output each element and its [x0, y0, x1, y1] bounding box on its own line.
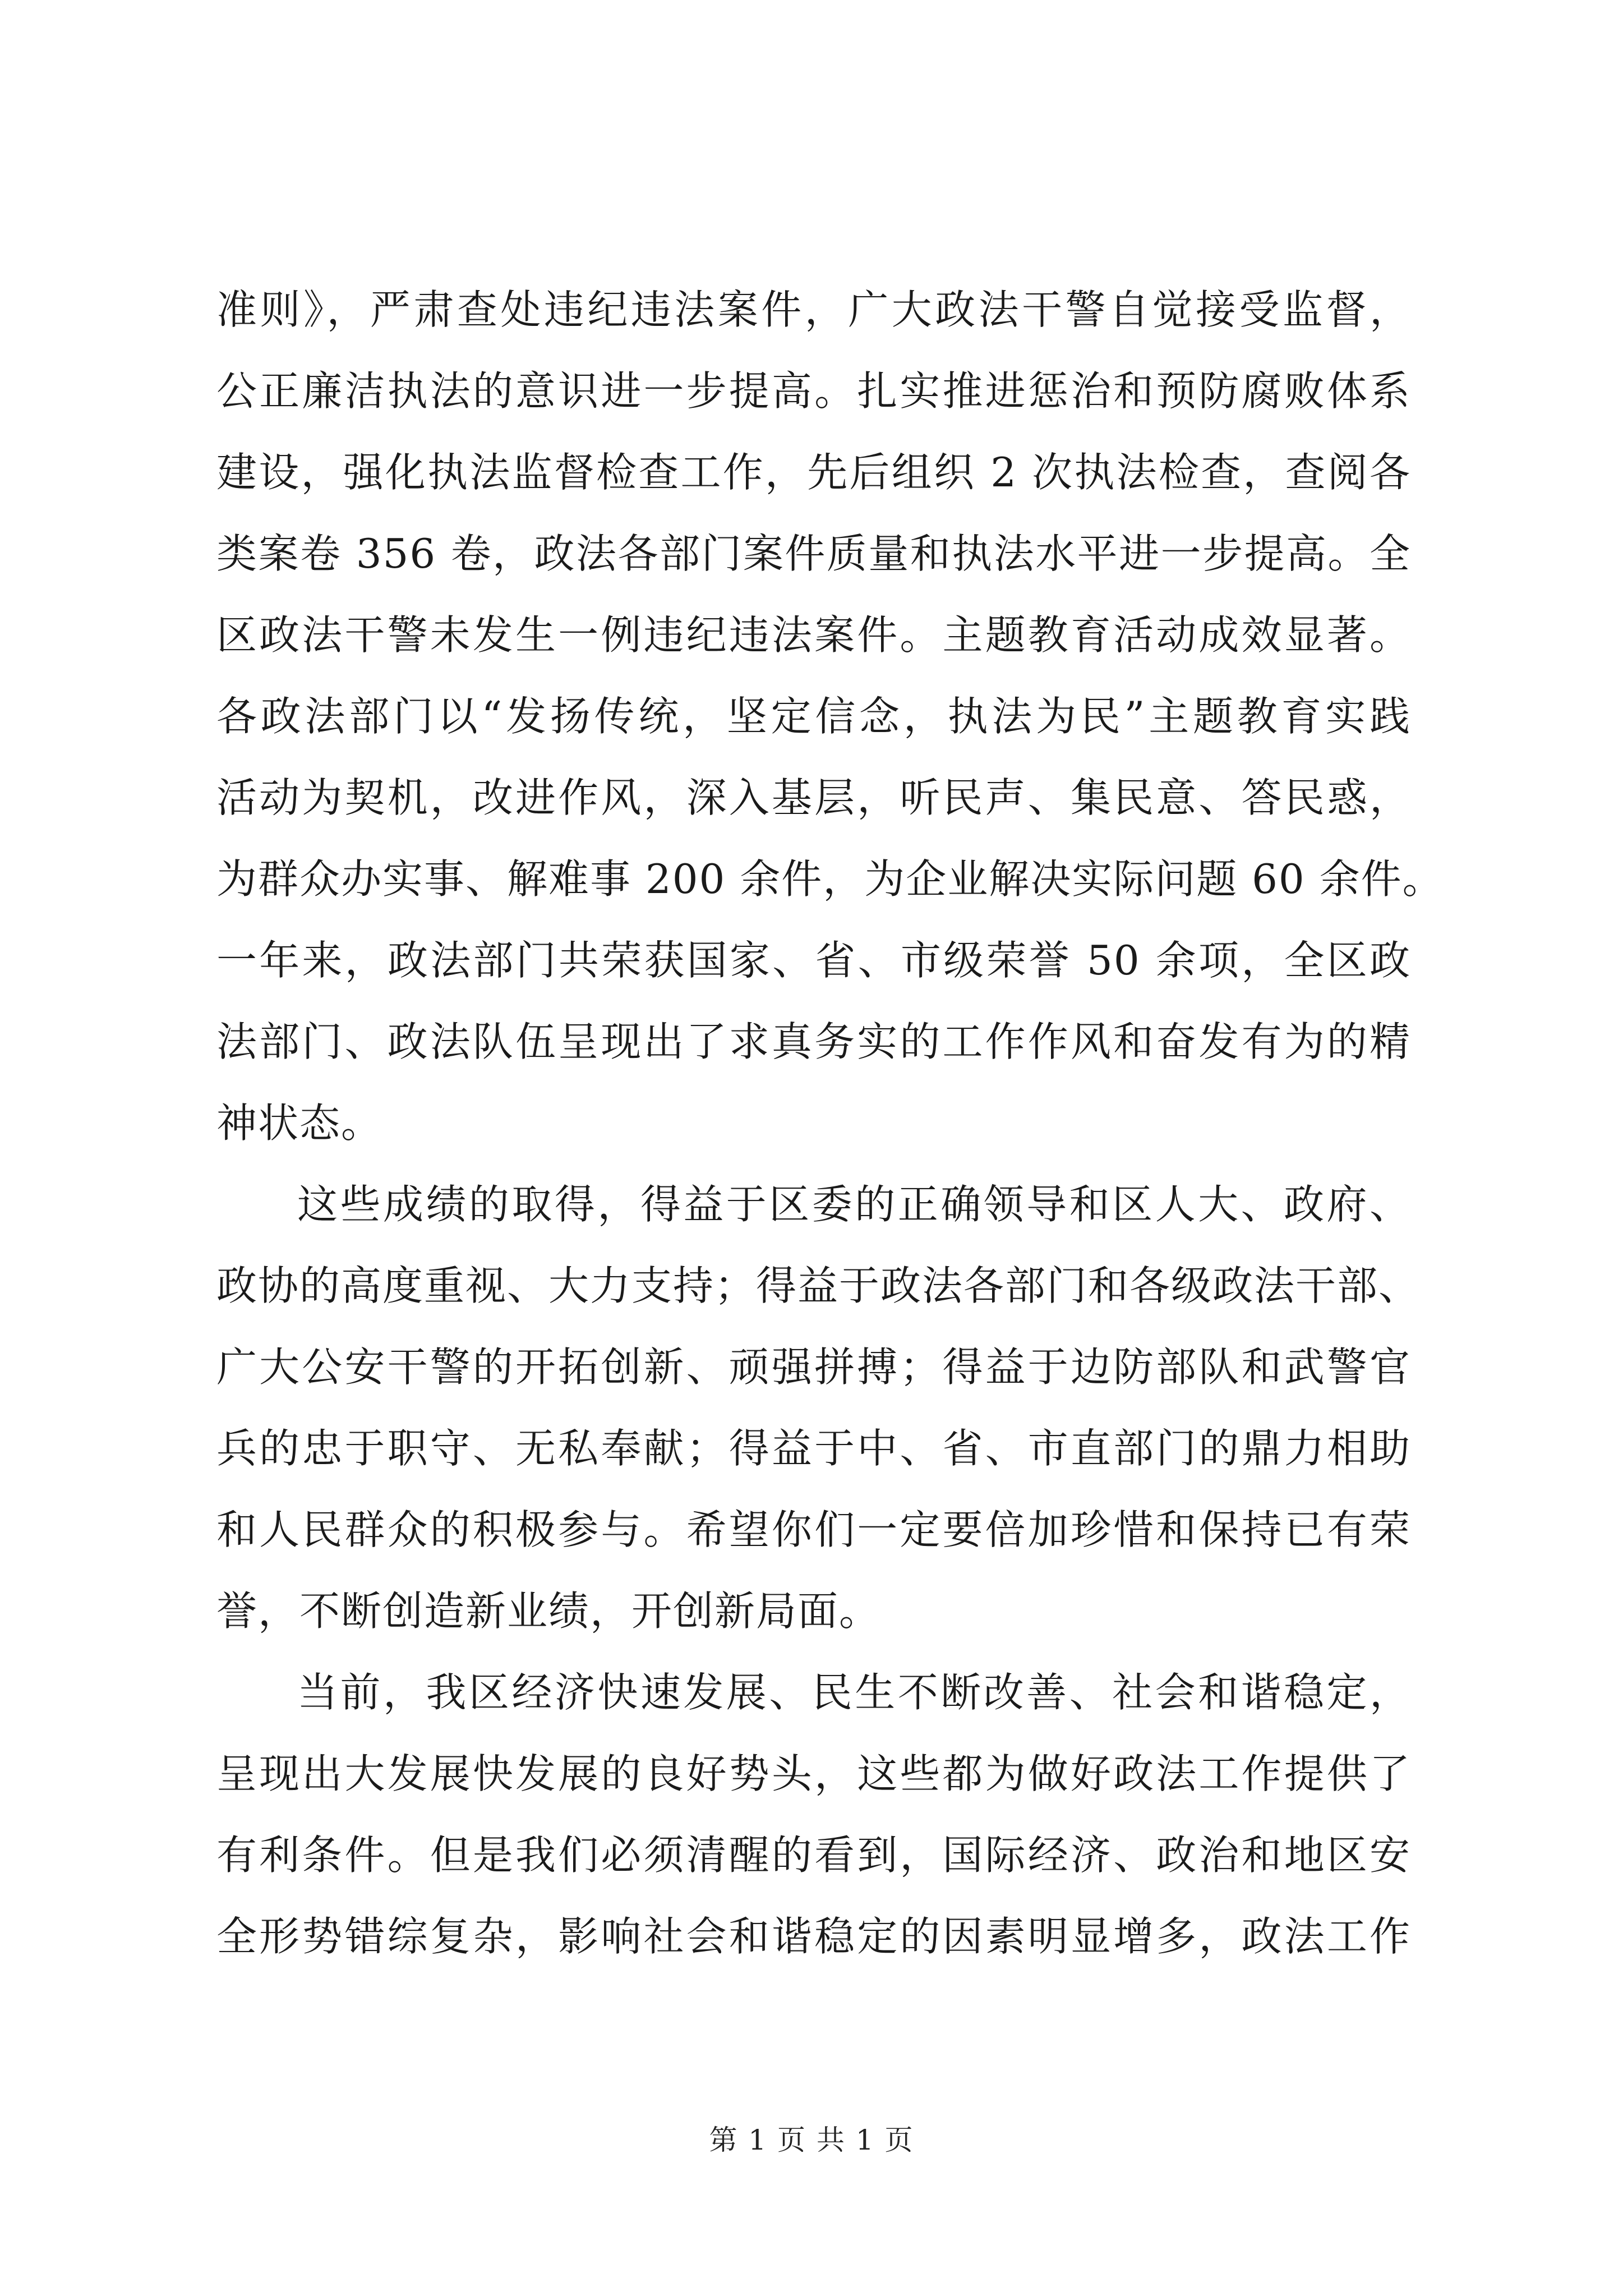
text-line: 呈现出大发展快发展的良好势头，这些都为做好政法工作提供了 [216, 1750, 1411, 1797]
text-line: 区政法干警未发生一例违纪违法案件。主题教育活动成效显著。 [216, 611, 1411, 659]
page-number-label: 第 1 页 共 1 页 [709, 2124, 914, 2156]
text-line: 广大公安干警的开拓创新、顽强拼搏；得益于边防部队和武警官 [216, 1343, 1411, 1391]
text-line: 法部门、政法队伍呈现出了求真务实的工作作风和奋发有为的精 [216, 1018, 1411, 1065]
text-line: 活动为契机，改进作风，深入基层，听民声、集民意、答民惑， [216, 774, 1411, 821]
text-line: 和人民群众的积极参与。希望你们一定要倍加珍惜和保持已有荣 [216, 1506, 1411, 1553]
text-line: 兵的忠于职守、无私奉献；得益于中、省、市直部门的鼎力相助 [216, 1425, 1411, 1472]
text-line: 政协的高度重视、大力支持；得益于政法各部门和各级政法干部、 [216, 1262, 1421, 1309]
text-line: 各政法部门以“发扬传统，坚定信念，执法为民”主题教育实践 [216, 693, 1411, 740]
body-text [216, 269, 1444, 1977]
text-line: 建设，强化执法监督检查工作，先后组织 2 次执法检查，查阅各 [216, 449, 1411, 496]
paragraph-start-line: 这些成绩的取得，得益于区委的正确领导和区人大、政府、 [297, 1181, 1411, 1228]
text-line: 誉，不断创造新业绩，开创新局面。 [216, 1588, 881, 1635]
text-line: 类案卷 356 卷，政法各部门案件质量和执法水平进一步提高。全 [216, 530, 1411, 577]
text-line: 有利条件。但是我们必须清醒的看到，国际经济、政治和地区安 [216, 1832, 1411, 1879]
paragraph-start-line: 当前，我区经济快速发展、民生不断改善、社会和谐稳定， [297, 1669, 1411, 1716]
text-line: 全形势错综复杂，影响社会和谐稳定的因素明显增多，政法工作 [216, 1913, 1411, 1960]
text-line: 公正廉洁执法的意识进一步提高。扎实推进惩治和预防腐败体系 [216, 367, 1411, 415]
text-line: 准则》，严肃查处违纪违法案件，广大政法干警自觉接受监督， [216, 286, 1411, 333]
text-line: 为群众办实事、解难事 200 余件，为企业解决实际问题 60 余件。 [216, 855, 1444, 903]
text-line: 一年来，政法部门共荣获国家、省、市级荣誉 50 余项，全区政 [216, 937, 1411, 984]
page-footer [0, 2118, 1623, 2158]
text-line: 神状态。 [216, 1099, 383, 1147]
